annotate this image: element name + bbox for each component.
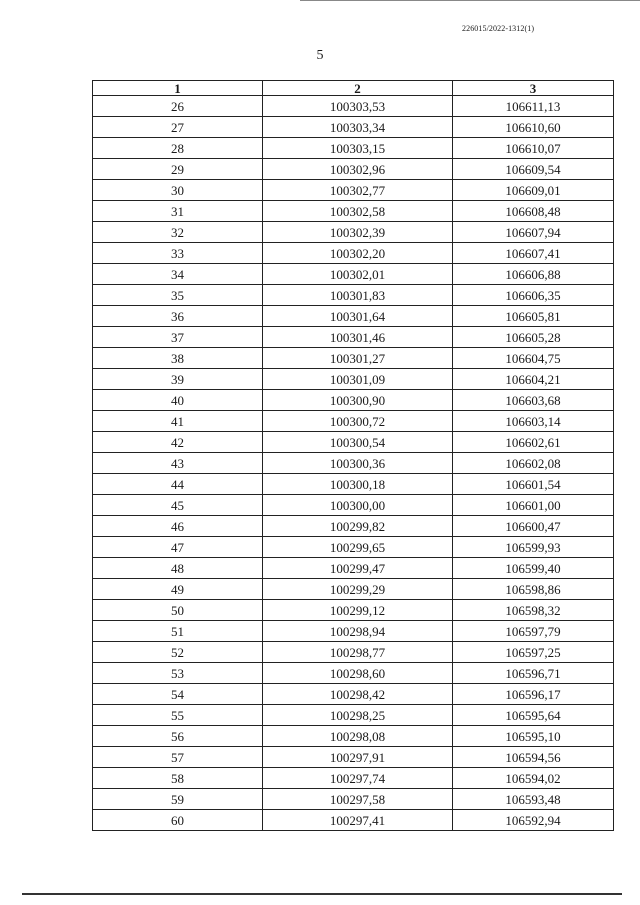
y-coordinate-cell: 106594,56 xyxy=(453,747,614,768)
point-number-cell: 27 xyxy=(93,117,263,138)
point-number-cell: 45 xyxy=(93,495,263,516)
point-number-cell: 30 xyxy=(93,180,263,201)
document-id: 226015/2022-1312(1) xyxy=(462,24,535,33)
x-coordinate-cell: 100300,72 xyxy=(263,411,453,432)
x-coordinate-cell: 100301,83 xyxy=(263,285,453,306)
point-number-cell: 58 xyxy=(93,768,263,789)
y-coordinate-cell: 106602,61 xyxy=(453,432,614,453)
y-coordinate-cell: 106601,54 xyxy=(453,474,614,495)
table-row xyxy=(93,117,614,138)
table-row xyxy=(93,579,614,600)
column-header-3: 3 xyxy=(453,81,614,96)
y-coordinate-cell: 106607,94 xyxy=(453,222,614,243)
point-number-cell: 50 xyxy=(93,600,263,621)
top-rule xyxy=(300,0,640,1)
point-number-cell: 51 xyxy=(93,621,263,642)
table-row xyxy=(93,159,614,180)
point-number-cell: 55 xyxy=(93,705,263,726)
column-header-1: 1 xyxy=(93,81,263,96)
x-coordinate-cell: 100298,94 xyxy=(263,621,453,642)
point-number-cell: 48 xyxy=(93,558,263,579)
table-row xyxy=(93,663,614,684)
y-coordinate-cell: 106596,17 xyxy=(453,684,614,705)
table-row xyxy=(93,411,614,432)
x-coordinate-cell: 100302,20 xyxy=(263,243,453,264)
table-row xyxy=(93,264,614,285)
table-row xyxy=(93,201,614,222)
x-coordinate-cell: 100302,96 xyxy=(263,159,453,180)
table-row xyxy=(93,537,614,558)
point-number-cell: 29 xyxy=(93,159,263,180)
y-coordinate-cell: 106596,71 xyxy=(453,663,614,684)
table-row xyxy=(93,558,614,579)
table-row xyxy=(93,621,614,642)
table-row xyxy=(93,600,614,621)
table-row xyxy=(93,348,614,369)
table-row xyxy=(93,726,614,747)
point-number-cell: 36 xyxy=(93,306,263,327)
table-row xyxy=(93,180,614,201)
x-coordinate-cell: 100299,29 xyxy=(263,579,453,600)
y-coordinate-cell: 106602,08 xyxy=(453,453,614,474)
point-number-cell: 54 xyxy=(93,684,263,705)
y-coordinate-cell: 106601,00 xyxy=(453,495,614,516)
x-coordinate-cell: 100303,53 xyxy=(263,96,453,117)
table-row xyxy=(93,390,614,411)
y-coordinate-cell: 106595,64 xyxy=(453,705,614,726)
y-coordinate-cell: 106603,14 xyxy=(453,411,614,432)
point-number-cell: 49 xyxy=(93,579,263,600)
point-number-cell: 34 xyxy=(93,264,263,285)
x-coordinate-cell: 100301,27 xyxy=(263,348,453,369)
point-number-cell: 60 xyxy=(93,810,263,831)
x-coordinate-cell: 100303,34 xyxy=(263,117,453,138)
point-number-cell: 35 xyxy=(93,285,263,306)
x-coordinate-cell: 100298,08 xyxy=(263,726,453,747)
point-number-cell: 38 xyxy=(93,348,263,369)
table-row xyxy=(93,453,614,474)
y-coordinate-cell: 106604,21 xyxy=(453,369,614,390)
table-row xyxy=(93,810,614,831)
point-number-cell: 33 xyxy=(93,243,263,264)
point-number-cell: 32 xyxy=(93,222,263,243)
x-coordinate-cell: 100300,36 xyxy=(263,453,453,474)
table-row xyxy=(93,768,614,789)
y-coordinate-cell: 106599,40 xyxy=(453,558,614,579)
point-number-cell: 57 xyxy=(93,747,263,768)
point-number-cell: 28 xyxy=(93,138,263,159)
x-coordinate-cell: 100302,39 xyxy=(263,222,453,243)
table-body xyxy=(93,96,614,831)
y-coordinate-cell: 106592,94 xyxy=(453,810,614,831)
x-coordinate-cell: 100300,54 xyxy=(263,432,453,453)
x-coordinate-cell: 100301,64 xyxy=(263,306,453,327)
table-header xyxy=(93,81,614,96)
point-number-cell: 39 xyxy=(93,369,263,390)
table-row xyxy=(93,369,614,390)
y-coordinate-cell: 106595,10 xyxy=(453,726,614,747)
table-row xyxy=(93,474,614,495)
table-row xyxy=(93,789,614,810)
y-coordinate-cell: 106609,01 xyxy=(453,180,614,201)
x-coordinate-cell: 100298,77 xyxy=(263,642,453,663)
point-number-cell: 59 xyxy=(93,789,263,810)
table-row xyxy=(93,327,614,348)
y-coordinate-cell: 106597,79 xyxy=(453,621,614,642)
x-coordinate-cell: 100300,00 xyxy=(263,495,453,516)
y-coordinate-cell: 106607,41 xyxy=(453,243,614,264)
table-row xyxy=(93,747,614,768)
point-number-cell: 44 xyxy=(93,474,263,495)
bottom-rule xyxy=(22,893,622,895)
x-coordinate-cell: 100299,12 xyxy=(263,600,453,621)
y-coordinate-cell: 106597,25 xyxy=(453,642,614,663)
y-coordinate-cell: 106600,47 xyxy=(453,516,614,537)
y-coordinate-cell: 106604,75 xyxy=(453,348,614,369)
table-row xyxy=(93,285,614,306)
table-row xyxy=(93,96,614,117)
point-number-cell: 41 xyxy=(93,411,263,432)
y-coordinate-cell: 106610,60 xyxy=(453,117,614,138)
table-row xyxy=(93,222,614,243)
x-coordinate-cell: 100297,74 xyxy=(263,768,453,789)
table-row xyxy=(93,243,614,264)
x-coordinate-cell: 100298,25 xyxy=(263,705,453,726)
point-number-cell: 40 xyxy=(93,390,263,411)
table-row xyxy=(93,684,614,705)
x-coordinate-cell: 100300,90 xyxy=(263,390,453,411)
table-row xyxy=(93,306,614,327)
table-row xyxy=(93,642,614,663)
x-coordinate-cell: 100301,46 xyxy=(263,327,453,348)
point-number-cell: 43 xyxy=(93,453,263,474)
y-coordinate-cell: 106606,35 xyxy=(453,285,614,306)
x-coordinate-cell: 100302,58 xyxy=(263,201,453,222)
x-coordinate-cell: 100300,18 xyxy=(263,474,453,495)
point-number-cell: 56 xyxy=(93,726,263,747)
y-coordinate-cell: 106603,68 xyxy=(453,390,614,411)
x-coordinate-cell: 100303,15 xyxy=(263,138,453,159)
x-coordinate-cell: 100301,09 xyxy=(263,369,453,390)
y-coordinate-cell: 106594,02 xyxy=(453,768,614,789)
x-coordinate-cell: 100297,58 xyxy=(263,789,453,810)
point-number-cell: 46 xyxy=(93,516,263,537)
x-coordinate-cell: 100298,60 xyxy=(263,663,453,684)
x-coordinate-cell: 100302,01 xyxy=(263,264,453,285)
point-number-cell: 53 xyxy=(93,663,263,684)
y-coordinate-cell: 106599,93 xyxy=(453,537,614,558)
table-row xyxy=(93,138,614,159)
y-coordinate-cell: 106608,48 xyxy=(453,201,614,222)
y-coordinate-cell: 106606,88 xyxy=(453,264,614,285)
column-header-2: 2 xyxy=(263,81,453,96)
x-coordinate-cell: 100302,77 xyxy=(263,180,453,201)
point-number-cell: 52 xyxy=(93,642,263,663)
y-coordinate-cell: 106611,13 xyxy=(453,96,614,117)
x-coordinate-cell: 100299,82 xyxy=(263,516,453,537)
table-row xyxy=(93,516,614,537)
x-coordinate-cell: 100299,47 xyxy=(263,558,453,579)
point-number-cell: 47 xyxy=(93,537,263,558)
x-coordinate-cell: 100297,91 xyxy=(263,747,453,768)
header-row xyxy=(93,81,614,96)
table-row xyxy=(93,705,614,726)
point-number-cell: 31 xyxy=(93,201,263,222)
table-row xyxy=(93,495,614,516)
y-coordinate-cell: 106598,86 xyxy=(453,579,614,600)
point-number-cell: 26 xyxy=(93,96,263,117)
x-coordinate-cell: 100298,42 xyxy=(263,684,453,705)
y-coordinate-cell: 106605,81 xyxy=(453,306,614,327)
point-number-cell: 42 xyxy=(93,432,263,453)
y-coordinate-cell: 106605,28 xyxy=(453,327,614,348)
y-coordinate-cell: 106598,32 xyxy=(453,600,614,621)
point-number-cell: 37 xyxy=(93,327,263,348)
y-coordinate-cell: 106593,48 xyxy=(453,789,614,810)
table-row xyxy=(93,432,614,453)
coordinates-table xyxy=(92,80,614,831)
x-coordinate-cell: 100297,41 xyxy=(263,810,453,831)
page-number: 5 xyxy=(316,48,324,63)
y-coordinate-cell: 106610,07 xyxy=(453,138,614,159)
y-coordinate-cell: 106609,54 xyxy=(453,159,614,180)
x-coordinate-cell: 100299,65 xyxy=(263,537,453,558)
